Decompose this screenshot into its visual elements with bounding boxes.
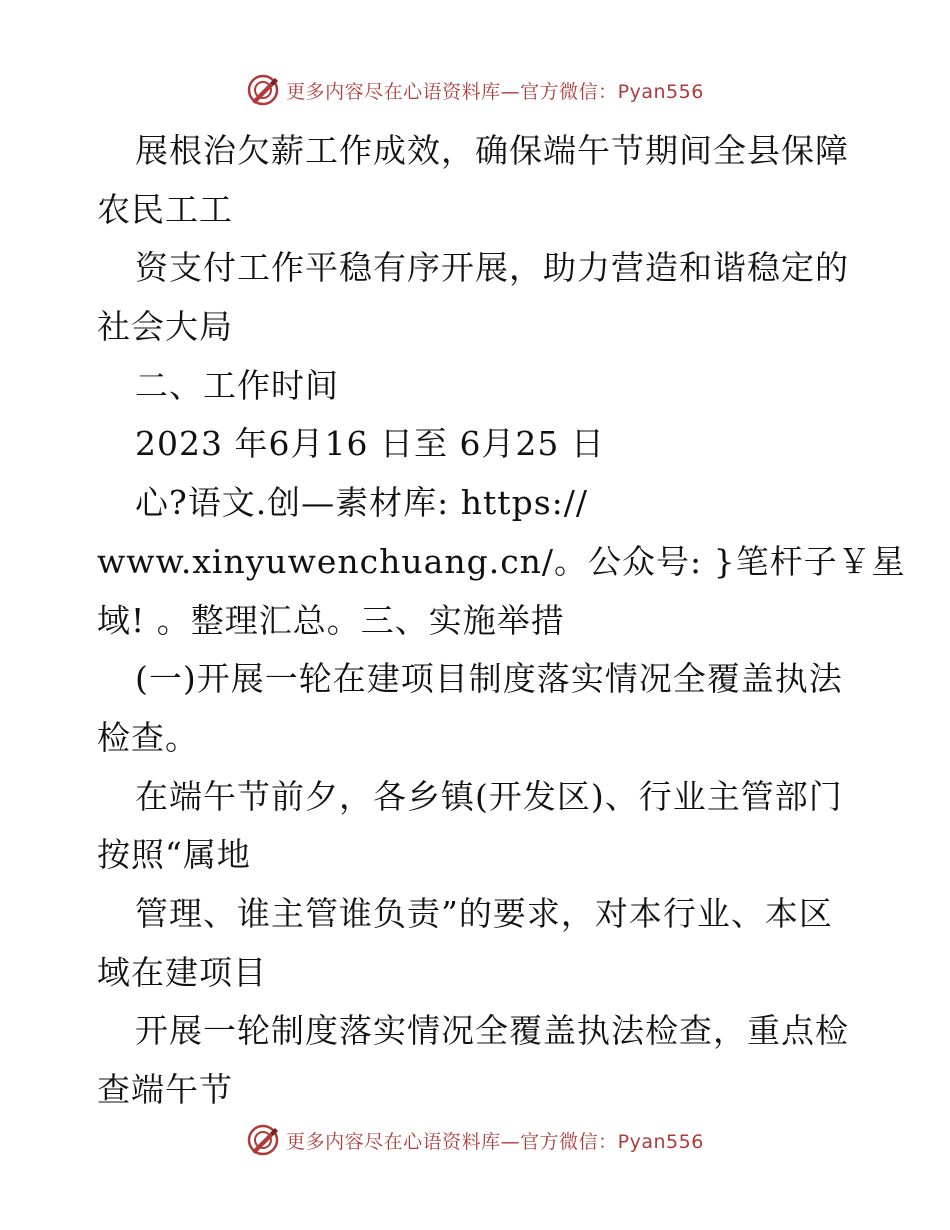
body-line: www.xinyuwenchuang.cn/。公众号: }笔杆子￥星 <box>97 541 906 581</box>
footer-banner-separator: — <box>500 1130 521 1153</box>
footer-banner <box>0 1120 950 1160</box>
header-banner-text <box>286 77 704 104</box>
body-line: 资支付工作平稳有序开展，助力营造和谐稳定的 <box>135 248 849 288</box>
header-banner <box>0 70 950 110</box>
body-line: 在端午节前夕，各乡镇(开发区)、行业主管部门 <box>135 776 843 816</box>
body-line: 二、工作时间 <box>135 365 339 405</box>
header-banner-wechat: 官方微信：Pyan556 <box>520 80 704 103</box>
body-line: 2023 年6月16 日至 6月25 日 <box>135 424 605 464</box>
pen-logo-icon <box>246 1123 280 1157</box>
body-line: 查端午节 <box>97 1070 233 1109</box>
header-banner-separator: — <box>500 80 521 103</box>
body-line: 心?语文.创—素材库: https:// <box>135 483 588 523</box>
body-line: 管理、谁主管谁负责”的要求，对本行业、本区 <box>135 893 833 933</box>
body-line: 开展一轮制度落实情况全覆盖执法检查，重点检 <box>135 1011 849 1051</box>
footer-banner-title: 更多内容尽在心语资料库 <box>286 1130 501 1153</box>
body-line: 域在建项目 <box>97 952 267 992</box>
body-line: 检查。 <box>97 717 199 757</box>
body-line: 社会大局 <box>97 307 233 347</box>
body-line: 按照“属地 <box>97 835 251 875</box>
body-line: 域! 。整理汇总。三、实施举措 <box>97 600 565 640</box>
header-banner-title: 更多内容尽在心语资料库 <box>286 80 501 103</box>
document-body <box>97 122 906 1120</box>
footer-banner-text <box>286 1127 704 1154</box>
body-line: 展根治欠薪工作成效，确保端午节期间全县保障 <box>135 131 849 170</box>
body-line: 农民工工 <box>97 189 233 229</box>
pen-logo-icon <box>246 73 280 107</box>
footer-banner-wechat: 官方微信：Pyan556 <box>520 1130 704 1153</box>
body-line: (一)开展一轮在建项目制度落实情况全覆盖执法 <box>135 659 843 699</box>
